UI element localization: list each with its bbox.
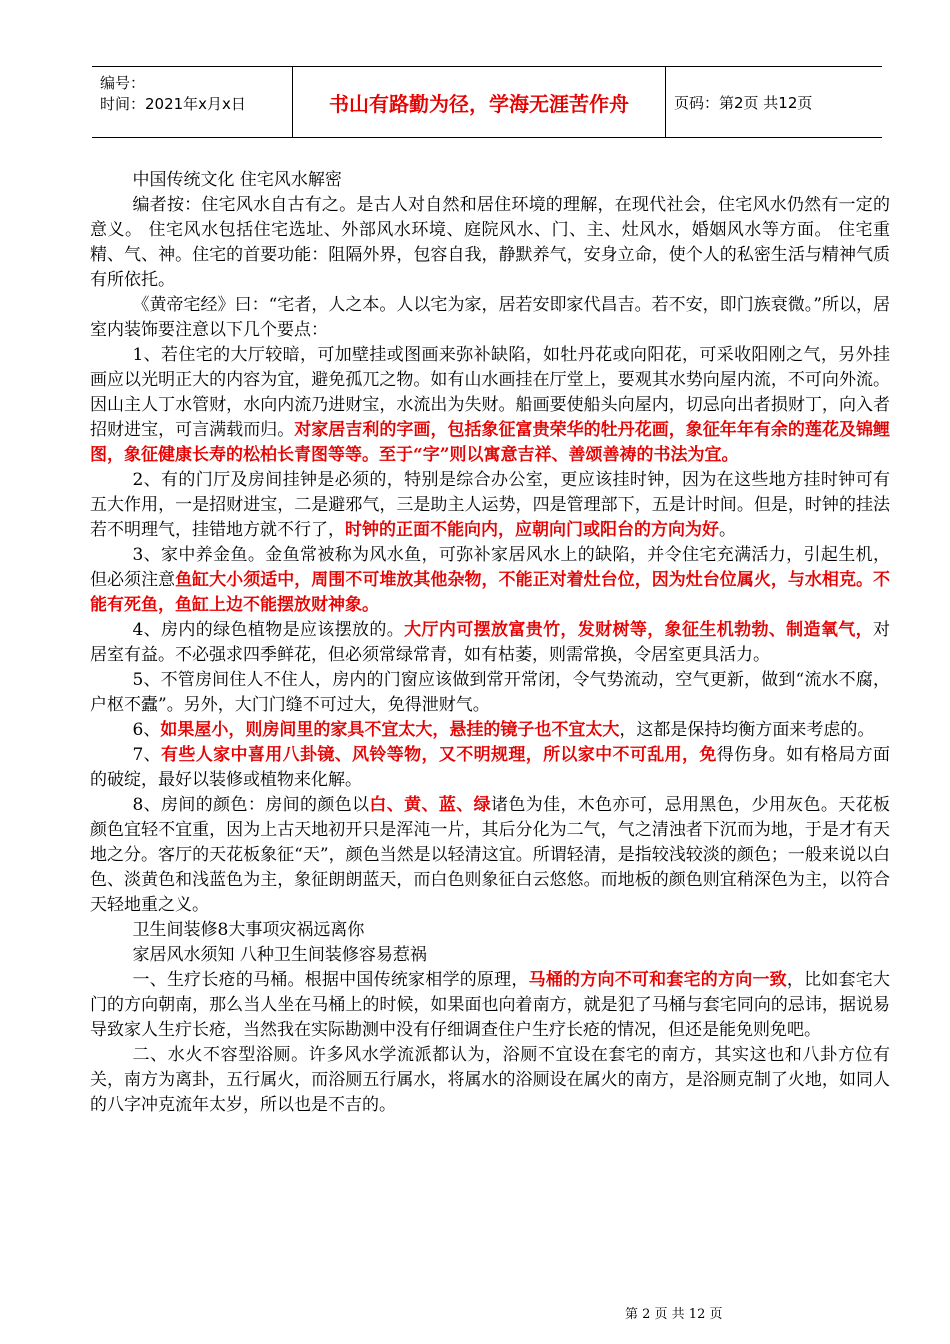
text-segment: 。 xyxy=(719,520,736,540)
header-page-label: 页码：第2页 共12页 xyxy=(674,93,813,112)
paragraph-point-4 xyxy=(90,618,890,668)
paragraph-point-1 xyxy=(90,343,890,468)
page-header xyxy=(92,66,882,138)
paragraph-bathroom-1 xyxy=(90,968,890,1043)
paragraph-point-2 xyxy=(90,468,890,543)
header-meta xyxy=(100,73,290,131)
time-label: 时间：2021年x月x日 xyxy=(100,95,246,113)
page-footer: 第 2 页 共 12 页 xyxy=(625,1307,723,1322)
emphasis-text: 对家居吉利的字画，包括象征富贵荣华的牡丹花画，象征年年有余的莲花及锦鲤图，象征健康长寿的松柏长青图等等。至于“字”则以寓意吉祥、善颂善祷的书法为宜。 xyxy=(90,420,891,465)
paragraph-bathroom-2: 二、水火不容型浴厕。许多风水学流派都认为，浴厕不宜设在套宅的南方，其实这也和八卦方位有关，南方为离卦，五行属火，而浴厕五行属水，将属水的浴厕设在属火的南方，是浴厕克制了火地，如同人的八字冲克流年太岁，所以也是不吉的。 xyxy=(90,1045,890,1115)
paragraph-point-6 xyxy=(90,718,890,743)
text-segment: 诸色为佳，木色亦可，忌用黑色，少用灰色。天花板颜色宜轻不宜重，因为上古天地初开只是浑沌一片，其后分化为二气，气之清浊者下沉而为地，于是才有天地之分。客厅的天花板象征“天”，颜色当然是以轻清这宜。所谓轻清，是指较浅较淡的颜色；一般来说以白色、淡黄色和浅蓝色为主，象征朗朗蓝天，而白色则象征白云悠悠。而地板的颜色则宜稍深色为主，以符合天轻地重之义。 xyxy=(90,795,891,915)
number-label: 编号： xyxy=(100,74,146,92)
text-segment: 6、 xyxy=(132,720,161,740)
text-segment: 8、房间的颜色：房间的颜色以 xyxy=(132,795,370,815)
section-heading: 卫生间装修8大事项灾祸远离你 xyxy=(132,920,365,940)
header-motto: 书山有路勤为径，学海无涯苦作舟 xyxy=(292,67,666,137)
text-segment: 4、房内的绿色植物是应该摆放的。 xyxy=(132,620,405,640)
text-segment: 对居室有益。不必强求四季鲜花，但必须常绿常青，如有枯萎，则需常换，令居室更具活力。 xyxy=(90,620,890,665)
paragraph-point-3 xyxy=(90,543,890,618)
emphasis-text: 大厅内可摆放富贵竹，发财树等，象征生机勃勃、制造氧气， xyxy=(404,620,873,640)
text-segment: 得伤身。如有格局方面的破绽，最好以装修或植物来化解。 xyxy=(90,745,890,790)
text-segment: 7、 xyxy=(132,745,162,765)
section-subheading: 家居风水须知 八种卫生间装修容易惹祸 xyxy=(132,945,427,965)
emphasis-text: 马桶的方向不可和套宅的方向一致 xyxy=(528,970,787,990)
paragraph-quote: 《黄帝宅经》曰：“宅者，人之本。人以宅为家，居若安即家代昌吉。若不安，即门族衰微。”所以，居室内装饰要注意以下几个要点： xyxy=(90,295,890,340)
emphasis-text: 白、黄、蓝、绿 xyxy=(369,795,491,815)
paragraph-point-7 xyxy=(90,743,890,793)
emphasis-text: 有些人家中喜用八卦镜、风铃等物，又不明规理，所以家中不可乱用，免 xyxy=(161,745,717,765)
paragraph-point-5: 5、不管房间住人不住人，房内的门窗应该做到常开常闭，令气势流动，空气更新，做到“流水不腐，户枢不蠹”。另外，大门门缝不可过大，免得泄财气。 xyxy=(90,670,890,715)
article-body xyxy=(90,168,890,1118)
text-segment: 一、生疗长疮的马桶。根据中国传统家相学的原理， xyxy=(132,970,529,990)
paragraph-point-8 xyxy=(90,793,890,918)
emphasis-text: 如果屋小，则房间里的家具不宜太大，悬挂的镜子也不宜太大 xyxy=(160,720,620,740)
text-segment: 3、家中养金鱼。金鱼常被称为风水鱼，可弥补家居风水上的缺陷，并令住宅充满活力，引起生机，但必须注意 xyxy=(90,545,890,590)
article-title: 中国传统文化 住宅风水解密 xyxy=(132,170,342,190)
text-segment: 2、有的门厅及房间挂钟是必须的，特别是综合办公室，更应该挂时钟，因为在这些地方挂时钟可有五大作用，一是招财进宝，二是避邪气，三是助主人运势，四是管理部下，五是计时间。但是，时钟的挂法若不明理气，挂错地方就不行了， xyxy=(90,470,890,540)
paragraph-editor-note: 编者按：住宅风水自古有之。是古人对自然和居住环境的理解，在现代社会，住宅风水仍然有一定的意义。 住宅风水包括住宅选址、外部风水环境、庭院风水、门、主、灶风水，婚姻风水等方面。 住宅重精、气、神。住宅的首要功能：阻隔外界，包容自我，静默养气，安身立命，使个人的私密生活与精神气质有所依托。 xyxy=(90,195,890,290)
emphasis-text: 鱼缸大小须适中，周围不可堆放其他杂物，不能正对着灶台位，因为灶台位属火，与水相克。不能有死鱼，鱼缸上边不能摆放财神象。 xyxy=(90,570,890,615)
text-segment: ，这都是保持均衡方面来考虑的。 xyxy=(619,720,875,740)
emphasis-text: 时钟的正面不能向内，应朝向门或阳台的方向为好 xyxy=(345,520,719,540)
text-segment: ，比如套宅大门的方向朝南，那么当人坐在马桶上的时候，如果面也向着南方，就是犯了马桶与套宅同向的忌讳，据说易导致家人生疔长疮，当然我在实际勘测中没有仔细调查住户生疗长疮的情况，但还是能免则免吧。 xyxy=(90,970,891,1040)
text-segment: 1、若住宅的大厅较暗，可加壁挂或图画来弥补缺陷，如牡丹花或向阳花，可采收阳刚之气，另外挂画应以光明正大的内容为宜，避免孤兀之物。如有山水画挂在厅堂上，要观其水势向屋内流，不可向外流。因山主人丁水管财，水向内流乃进财宝，水流出为失财。船画要使船头向屋内，切忌向出者损财丁，向入者招财进宝，可言满载而归。 xyxy=(90,345,890,440)
